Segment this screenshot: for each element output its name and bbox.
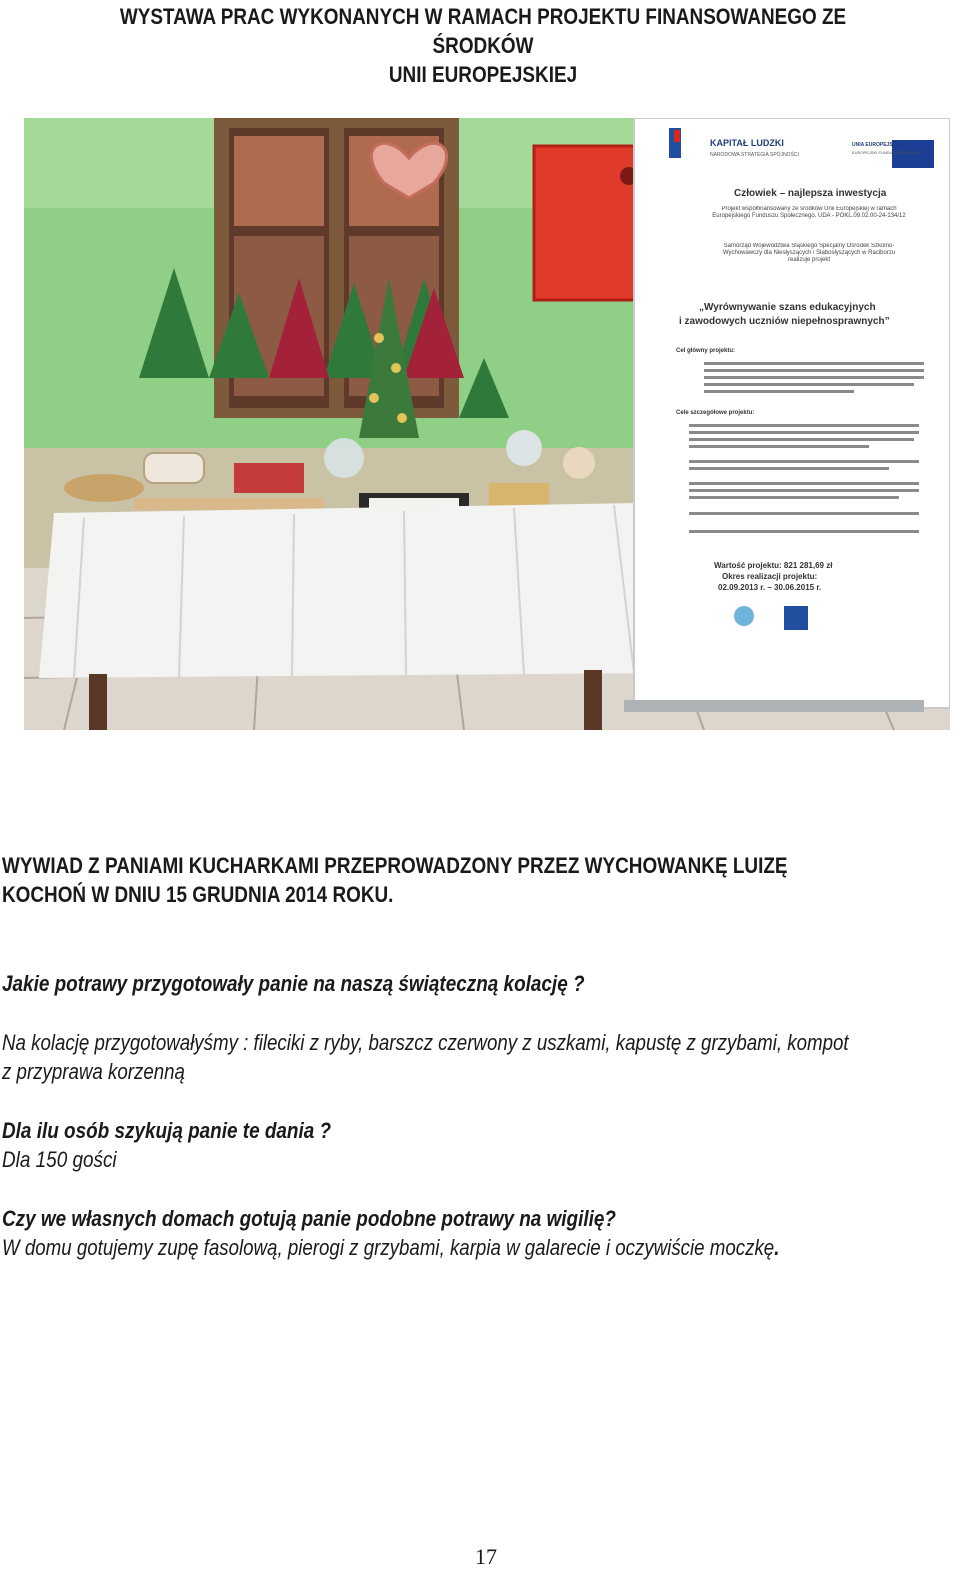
page-number: 17	[475, 1544, 497, 1569]
poster-logo-right: UNIA EUROPEJSKA	[852, 142, 900, 148]
poster-org: Samorząd Województwa Śląskiego Specjalny Ośrodek Szkolno-Wychowawczy dla Niesłyszących i Słabosłyszących w Raciborzu realizuje projekt	[722, 243, 896, 263]
interview-heading-line-1: WYWIAD Z PANIAMI KUCHARKAMI PRZEPROWADZONY PRZEZ WYCHOWANKĘ LUIZĘ	[2, 853, 788, 878]
question-3: Czy we własnych domach gotują panie podobne potrawy na wigilię?	[2, 1206, 616, 1231]
question-1: Jakie potrawy przygotowały panie na naszą świąteczną kolację ?	[2, 971, 585, 996]
poster-logo-left-sub: NARODOWA STRATEGIA SPÓJNOŚCI	[710, 152, 799, 158]
poster-project-name-1: „Wyrównywanie szans edukacyjnych	[699, 302, 876, 313]
answer-2: Dla 150 gości	[2, 1147, 117, 1172]
title-line-1: WYSTAWA PRAC WYKONANYCH W RAMACH PROJEKTU FINANSOWANEGO ZE ŚRODKÓW	[119, 4, 847, 58]
answer-3-text: W domu gotujemy zupę fasolową, pierogi z grzybami, karpia w galarecie i oczywiście moczkę	[2, 1235, 775, 1260]
title-line-2: UNII EUROPEJSKIEJ	[388, 62, 578, 87]
interview-heading-line-2: KOCHOŃ W DNIU 15 GRUDNIA 2014 ROKU.	[2, 882, 394, 907]
poster-specific-heading: Cele szczegółowe projektu:	[676, 410, 755, 416]
photo-illustration	[24, 118, 950, 730]
exhibition-photo	[24, 118, 950, 730]
page-title	[75, 2, 892, 89]
answer-1-line-2: z przyprawa korzenną	[2, 1059, 185, 1084]
poster-value-2: Okres realizacji projektu:	[722, 572, 818, 581]
answer-1-line-1: Na kolację przygotowałyśmy : fileciki z ryby, barszcz czerwony z uszkami, kapustę z grzybami, kompot	[2, 1030, 849, 1055]
answer-3-period: .	[774, 1235, 780, 1260]
poster-value-3: 02.09.2013 r. – 30.06.2015 r.	[718, 583, 822, 592]
poster-value-1: Wartość projektu: 821 281,69 zł	[714, 561, 833, 570]
poster-logo-left: KAPITAŁ LUDZKI	[710, 138, 784, 148]
poster-intro: Projekt współfinansowany ze środków Unii Europejskiej w ramach Europejskiego Funduszu Społecznego. UDA - POKL.09.02.00-24-134/12	[712, 206, 906, 219]
answer-3	[2, 1234, 779, 1262]
question-2: Dla ilu osób szykują panie te dania ?	[2, 1118, 332, 1143]
poster-goal-heading: Cel główny projektu:	[676, 348, 736, 354]
poster-project-name-2: i zawodowych uczniów niepełnosprawnych”	[679, 316, 890, 327]
poster-logo-right-sub: EUROPEJSKI FUNDUSZ SPOŁECZNY	[852, 150, 923, 155]
poster-motto: Człowiek – najlepsza inwestycja	[734, 188, 887, 199]
